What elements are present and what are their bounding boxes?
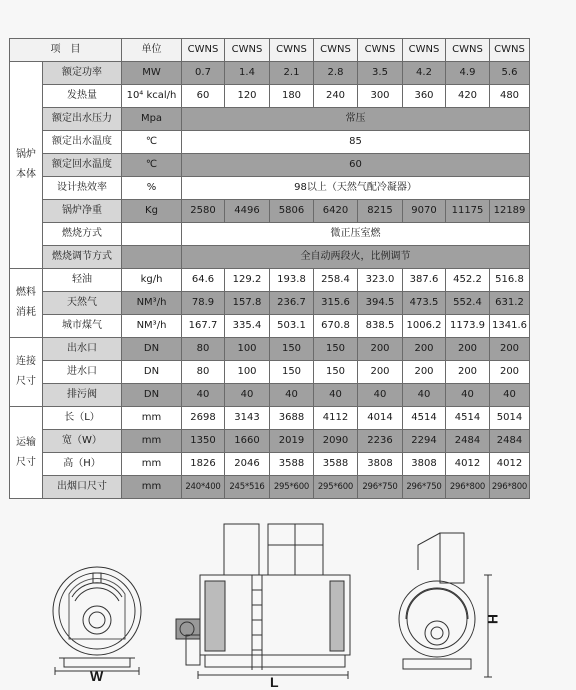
value-cell: 296*750 [403, 476, 446, 499]
value-cell: 3808 [358, 453, 403, 476]
group-label [10, 407, 43, 499]
value-cell: 335.4 [225, 315, 270, 338]
table-row [10, 292, 530, 315]
value-cell: 150 [270, 338, 314, 361]
value-cell: 1350 [182, 430, 225, 453]
value-cell: 40 [446, 384, 490, 407]
value-cell: 452.2 [446, 269, 490, 292]
value-cell: 167.7 [182, 315, 225, 338]
table-row [10, 269, 530, 292]
row-name: 出烟口尺寸 [43, 476, 122, 499]
group-label [10, 338, 43, 407]
group-label-line: 尺寸 [16, 456, 36, 468]
table-row [10, 384, 530, 407]
value-cell: 1173.9 [446, 315, 490, 338]
value-cell: 2236 [358, 430, 403, 453]
value-cell: 0.7 [182, 62, 225, 85]
value-cell: 78.9 [182, 292, 225, 315]
row-name: 出水口 [43, 338, 122, 361]
value-cell: 40 [225, 384, 270, 407]
value-cell: 4014 [358, 407, 403, 430]
value-cell: 5.6 [490, 62, 530, 85]
value-cell: 1.4 [225, 62, 270, 85]
table-row [10, 85, 530, 108]
row-unit: DN [122, 384, 182, 407]
front-view-drawing [53, 567, 141, 675]
group-label-line: 锅炉 [16, 149, 36, 160]
value-cell: 100 [225, 361, 270, 384]
header-model: CWNS [270, 39, 314, 62]
value-cell: 4012 [446, 453, 490, 476]
table-row [10, 361, 530, 384]
end-view-drawing [399, 533, 492, 677]
value-cell: 9070 [403, 200, 446, 223]
value-cell: 5014 [490, 407, 530, 430]
value-cell: 3.5 [358, 62, 403, 85]
value-cell: 240 [314, 85, 358, 108]
value-cell: 200 [490, 338, 530, 361]
value-cell: 1826 [182, 453, 225, 476]
group-label-line: 消耗 [16, 307, 36, 318]
row-name: 排污阀 [43, 384, 122, 407]
value-cell: 2294 [403, 430, 446, 453]
value-cell: 360 [403, 85, 446, 108]
row-name: 进水口 [43, 361, 122, 384]
value-cell: 387.6 [403, 269, 446, 292]
side-view-drawing [176, 524, 350, 679]
value-cell: 631.2 [490, 292, 530, 315]
value-cell: 503.1 [270, 315, 314, 338]
header-model: CWNS [225, 39, 270, 62]
value-cell: 180 [270, 85, 314, 108]
spec-table [9, 38, 530, 499]
row-unit: 10⁴ kcal/h [122, 85, 182, 108]
boiler-drawings [0, 515, 576, 688]
table-row [10, 62, 530, 85]
value-cell: 420 [446, 85, 490, 108]
table-row [10, 430, 530, 453]
row-unit: DN [122, 361, 182, 384]
value-cell: 838.5 [358, 315, 403, 338]
row-name: 锅炉净重 [43, 200, 122, 223]
value-cell: 552.4 [446, 292, 490, 315]
value-cell: 4514 [446, 407, 490, 430]
value-cell: 245*516 [225, 476, 270, 499]
value-cell: 200 [403, 338, 446, 361]
row-name: 长（L） [43, 407, 122, 430]
group-label-line: 尺寸 [16, 376, 36, 387]
row-unit: Kg [122, 200, 182, 223]
value-cell: 150 [314, 361, 358, 384]
table-row [10, 177, 530, 200]
value-cell: 200 [446, 338, 490, 361]
value-cell: 473.5 [403, 292, 446, 315]
value-cell: 4496 [225, 200, 270, 223]
value-cell: 40 [314, 384, 358, 407]
row-unit: mm [122, 476, 182, 499]
value-cell: 480 [490, 85, 530, 108]
value-cell: 200 [490, 361, 530, 384]
value-cell: 240*400 [182, 476, 225, 499]
row-name: 额定回水温度 [43, 154, 122, 177]
value-cell: 516.8 [490, 269, 530, 292]
value-cell: 295*600 [314, 476, 358, 499]
value-cell: 1006.2 [403, 315, 446, 338]
value-cell: 394.5 [358, 292, 403, 315]
value-cell: 3143 [225, 407, 270, 430]
value-cell: 295*600 [270, 476, 314, 499]
row-name: 轻油 [43, 269, 122, 292]
value-cell: 100 [225, 338, 270, 361]
row-unit: mm [122, 453, 182, 476]
header-model: CWNS [490, 39, 530, 62]
value-cell: 200 [403, 361, 446, 384]
value-cell: 315.6 [314, 292, 358, 315]
value-cell: 12189 [490, 200, 530, 223]
row-unit: mm [122, 430, 182, 453]
value-cell: 1660 [225, 430, 270, 453]
value-cell: 2.1 [270, 62, 314, 85]
value-cell: 2484 [446, 430, 490, 453]
value-cell: 40 [490, 384, 530, 407]
row-name: 天然气 [43, 292, 122, 315]
row-unit: ℃ [122, 154, 182, 177]
value-cell: 4012 [490, 453, 530, 476]
row-unit: mm [122, 407, 182, 430]
value-cell: 40 [270, 384, 314, 407]
value-cell: 296*800 [446, 476, 490, 499]
value-cell: 2.8 [314, 62, 358, 85]
group-label-line: 本体 [16, 169, 36, 180]
row-name: 发热量 [43, 85, 122, 108]
value-cell: 64.6 [182, 269, 225, 292]
value-cell: 2019 [270, 430, 314, 453]
value-cell: 2580 [182, 200, 225, 223]
value-cell: 40 [358, 384, 403, 407]
value-cell: 6420 [314, 200, 358, 223]
value-cell: 4.9 [446, 62, 490, 85]
value-cell: 80 [182, 361, 225, 384]
value-cell: 236.7 [270, 292, 314, 315]
row-name: 燃烧方式 [43, 223, 122, 246]
header-model: CWNS [446, 39, 490, 62]
row-name: 额定功率 [43, 62, 122, 85]
value-cell: 8215 [358, 200, 403, 223]
row-unit [122, 246, 182, 269]
value-cell: 40 [403, 384, 446, 407]
value-cell: 193.8 [270, 269, 314, 292]
value-cell: 323.0 [358, 269, 403, 292]
merged-value: 85 [182, 131, 530, 154]
merged-value: 60 [182, 154, 530, 177]
row-name: 额定出水压力 [43, 108, 122, 131]
value-cell: 296*800 [490, 476, 530, 499]
value-cell: 3688 [270, 407, 314, 430]
table-row [10, 154, 530, 177]
value-cell: 200 [446, 361, 490, 384]
merged-value: 常压 [182, 108, 530, 131]
row-unit: NM³/h [122, 292, 182, 315]
value-cell: 157.8 [225, 292, 270, 315]
merged-value: 全自动两段火，比例调节 [182, 246, 530, 269]
value-cell: 2046 [225, 453, 270, 476]
table-row [10, 108, 530, 131]
header-model: CWNS [314, 39, 358, 62]
group-label-line: 连接 [16, 356, 36, 367]
value-cell: 3588 [314, 453, 358, 476]
row-name: 燃烧调节方式 [43, 246, 122, 269]
value-cell: 2698 [182, 407, 225, 430]
header-unit: 单位 [122, 39, 182, 62]
value-cell: 2484 [490, 430, 530, 453]
value-cell: 3808 [403, 453, 446, 476]
value-cell: 120 [225, 85, 270, 108]
row-name: 城市煤气 [43, 315, 122, 338]
table-row [10, 200, 530, 223]
value-cell: 129.2 [225, 269, 270, 292]
table-row [10, 453, 530, 476]
value-cell: 4514 [403, 407, 446, 430]
value-cell: 40 [182, 384, 225, 407]
length-dimension-label: L [270, 674, 279, 690]
value-cell: 300 [358, 85, 403, 108]
table-row [10, 246, 530, 269]
value-cell: 150 [270, 361, 314, 384]
value-cell: 1341.6 [490, 315, 530, 338]
value-cell: 3588 [270, 453, 314, 476]
row-unit: kg/h [122, 269, 182, 292]
table-row [10, 476, 530, 499]
group-label [10, 269, 43, 338]
merged-value: 98以上（天然气配冷凝器） [182, 177, 530, 200]
value-cell: 5806 [270, 200, 314, 223]
header-row [10, 39, 530, 62]
table-row [10, 338, 530, 361]
table-row [10, 223, 530, 246]
row-unit [122, 223, 182, 246]
row-name: 设计热效率 [43, 177, 122, 200]
value-cell: 2090 [314, 430, 358, 453]
value-cell: 60 [182, 85, 225, 108]
value-cell: 4112 [314, 407, 358, 430]
group-label [10, 62, 43, 269]
row-unit: DN [122, 338, 182, 361]
value-cell: 150 [314, 338, 358, 361]
header-model: CWNS [358, 39, 403, 62]
value-cell: 296*750 [358, 476, 403, 499]
header-model: CWNS [403, 39, 446, 62]
value-cell: 200 [358, 361, 403, 384]
row-unit: NM³/h [122, 315, 182, 338]
value-cell: 11175 [446, 200, 490, 223]
value-cell: 258.4 [314, 269, 358, 292]
value-cell: 670.8 [314, 315, 358, 338]
row-unit: ℃ [122, 131, 182, 154]
row-unit: Mpa [122, 108, 182, 131]
merged-value: 微正压室燃 [182, 223, 530, 246]
value-cell: 200 [358, 338, 403, 361]
row-unit: % [122, 177, 182, 200]
width-dimension-label: W [90, 668, 104, 684]
table-row [10, 315, 530, 338]
header-model: CWNS [182, 39, 225, 62]
header-item: 项 目 [10, 39, 122, 62]
table-row [10, 407, 530, 430]
group-label-line: 燃料 [16, 287, 36, 298]
group-label-line: 运输 [16, 436, 36, 448]
row-name: 额定出水温度 [43, 131, 122, 154]
height-dimension-label: H [485, 613, 502, 625]
row-name: 宽（W） [43, 430, 122, 453]
row-unit: MW [122, 62, 182, 85]
row-name: 高（H） [43, 453, 122, 476]
value-cell: 80 [182, 338, 225, 361]
table-row [10, 131, 530, 154]
value-cell: 4.2 [403, 62, 446, 85]
